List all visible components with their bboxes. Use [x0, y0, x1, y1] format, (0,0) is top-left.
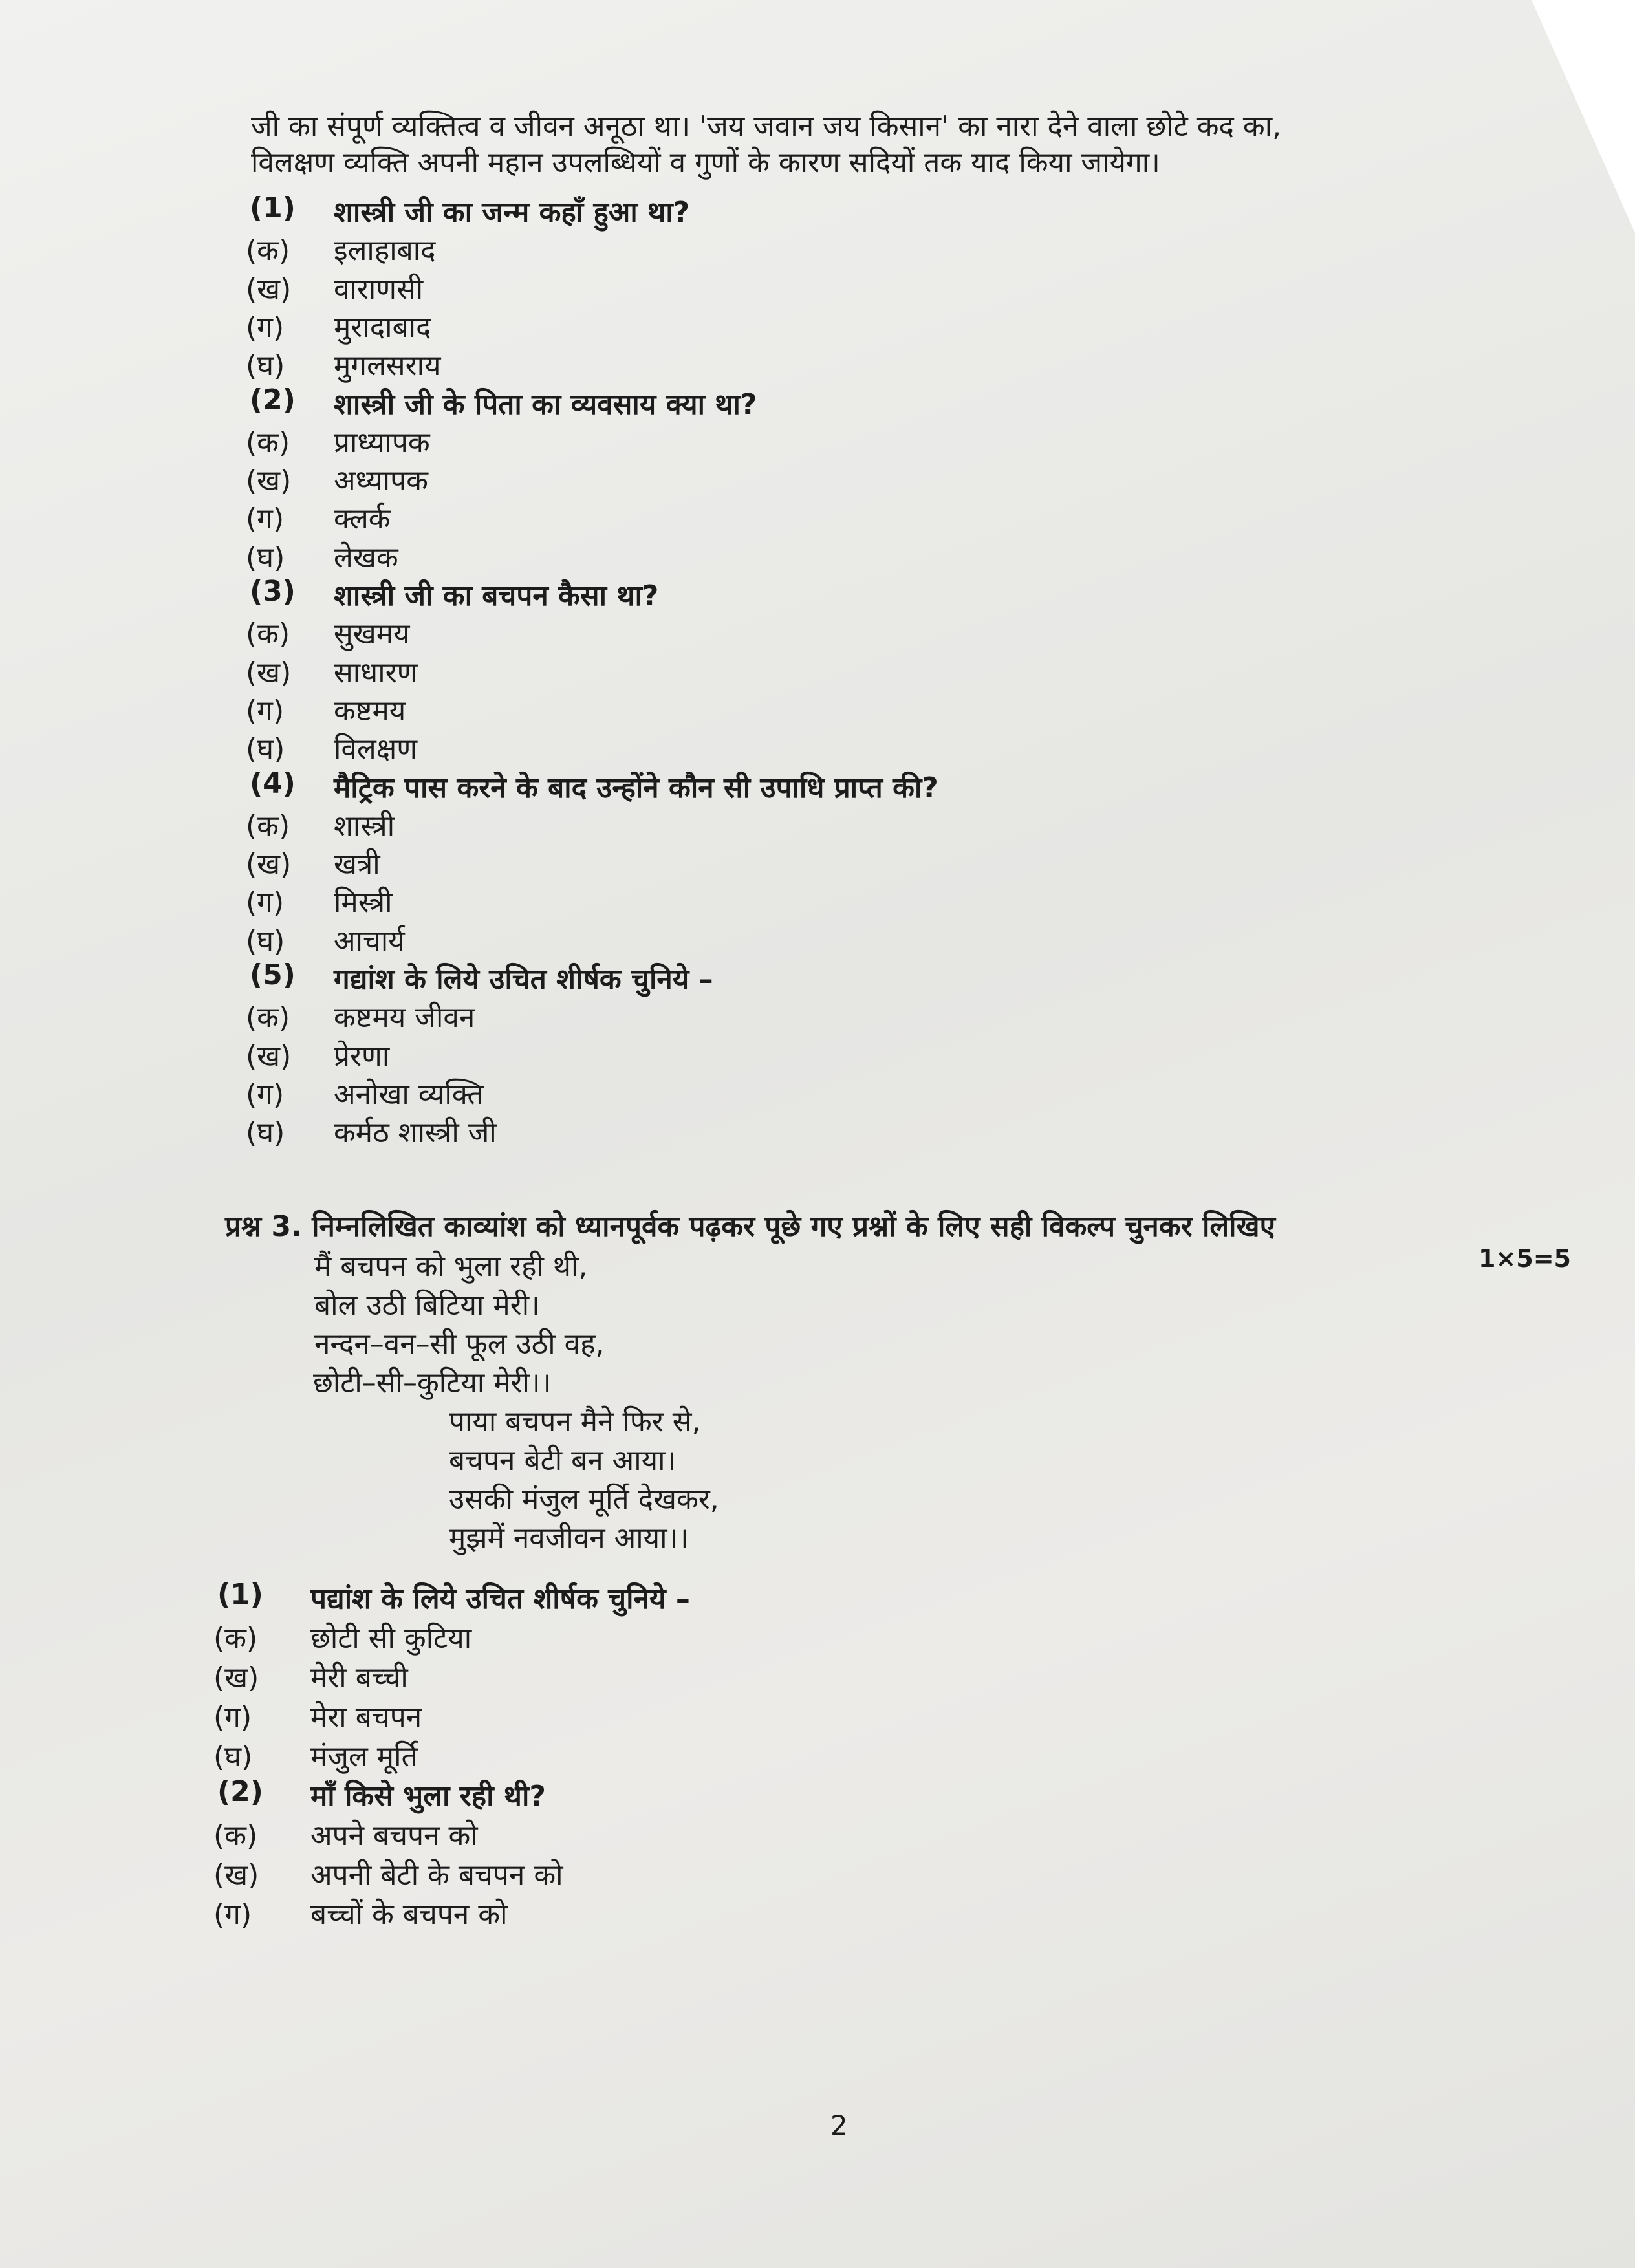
question-text: मैट्रिक पास करने के बाद उन्होंने कौन सी उपाधि प्राप्त की?	[334, 771, 938, 805]
option-text: लेखक	[334, 541, 398, 574]
option-text: कष्टमय	[334, 694, 406, 728]
option-label: (ख)	[246, 656, 292, 689]
option-label: (ख)	[246, 272, 292, 306]
option-text: मुरादाबाद	[334, 310, 431, 344]
option-text: मेरी बच्ची	[310, 1661, 408, 1694]
option-label: (ख)	[213, 1661, 259, 1694]
question-3-heading: प्रश्न 3. निम्नलिखित काव्यांश को ध्यानपूर्वक पढ़कर पूछे गए प्रश्नों के लिए सही विकल्प चुनकर लिखिए	[225, 1210, 1275, 1243]
option-text: मंजुल मूर्ति	[310, 1740, 418, 1773]
option-text: अनोखा व्यक्ति	[334, 1077, 484, 1111]
option-text: क्लर्क	[334, 502, 391, 536]
question-text: शास्त्री जी का जन्म कहाँ हुआ था?	[334, 196, 690, 229]
option-label: (ग)	[246, 1077, 285, 1111]
option-label: (घ)	[213, 1740, 253, 1773]
option-text: शास्त्री	[334, 809, 395, 843]
option-text: प्रेरणा	[334, 1039, 390, 1073]
question-text: शास्त्री जी के पिता का व्यवसाय क्या था?	[334, 387, 757, 421]
option-label: (ख)	[246, 1039, 292, 1073]
question-text: गद्यांश के लिये उचित शीर्षक चुनिये –	[334, 963, 713, 996]
option-text: बच्चों के बचपन को	[310, 1898, 508, 1931]
page-number: 2	[830, 2110, 848, 2141]
option-label: (ग)	[213, 1701, 252, 1734]
option-text: इलाहाबाद	[334, 234, 436, 268]
question-number: (1)	[217, 1578, 263, 1611]
question-number: (1)	[250, 191, 296, 224]
question-text: माँ किसे भुला रही थी?	[310, 1780, 546, 1813]
option-text: खत्री	[334, 848, 380, 881]
option-label: (क)	[246, 618, 290, 651]
poem-line: उसकी मंजुल मूर्ति देखकर,	[449, 1483, 719, 1516]
poem-line: बचपन बेटी बन आया।	[449, 1444, 677, 1477]
option-label: (ग)	[246, 310, 285, 344]
option-text: कष्टमय जीवन	[334, 1001, 475, 1035]
passage-text	[251, 109, 1551, 181]
option-label: (ख)	[213, 1859, 259, 1892]
option-text: साधारण	[334, 656, 418, 689]
passage-line: जी का संपूर्ण व्यक्तित्व व जीवन अनूठा था। 'जय जवान जय किसान' का नारा देने वाला छोटे कद का,	[251, 110, 1282, 143]
option-text: विलक्षण	[334, 733, 418, 766]
option-text: कर्मठ शास्त्री जी	[334, 1116, 497, 1150]
option-text: अपनी बेटी के बचपन को	[310, 1859, 563, 1892]
option-text: वाराणसी	[334, 272, 424, 306]
option-text: अध्यापक	[334, 464, 428, 498]
question-text: पद्यांश के लिये उचित शीर्षक चुनिये –	[310, 1582, 690, 1615]
option-label: (घ)	[246, 733, 285, 766]
option-text: मुगलसराय	[334, 349, 441, 383]
poem-line: पाया बचपन मैने फिर से,	[449, 1405, 701, 1438]
option-text: छोटी सी कुटिया	[310, 1622, 472, 1655]
question-number: (4)	[250, 766, 296, 800]
option-label: (क)	[246, 234, 290, 268]
question-number: (2)	[217, 1775, 263, 1808]
poem-line: बोल उठी बिटिया मेरी।	[314, 1289, 540, 1322]
option-label: (क)	[246, 1001, 290, 1035]
option-label: (क)	[213, 1622, 258, 1655]
option-label: (क)	[213, 1819, 258, 1852]
poem-line: मुझमें नवजीवन आया।।	[449, 1522, 689, 1555]
option-label: (ग)	[246, 502, 285, 536]
option-text: मेरा बचपन	[310, 1701, 422, 1734]
poem-line: मैं बचपन को भुला रही थी,	[314, 1250, 588, 1283]
option-label: (घ)	[246, 924, 285, 958]
option-label: (घ)	[246, 349, 285, 383]
option-label: (ग)	[246, 886, 285, 920]
passage-line: विलक्षण व्यक्ति अपनी महान उपलब्धियों व गुणों के कारण सदियों तक याद किया जायेगा।	[251, 146, 1160, 179]
option-label: (ख)	[246, 464, 292, 498]
marks-label: 1×5=5	[1478, 1244, 1572, 1273]
option-label: (ख)	[246, 848, 292, 881]
option-label: (क)	[246, 426, 290, 459]
question-number: (2)	[250, 383, 296, 416]
question-text: शास्त्री जी का बचपन कैसा था?	[334, 579, 659, 612]
option-label: (क)	[246, 809, 290, 843]
question-number: (3)	[250, 575, 296, 608]
poem-line: छोटी–सी–कुटिया मेरी।।	[313, 1366, 552, 1399]
option-label: (घ)	[246, 541, 285, 574]
option-text: मिस्त्री	[334, 886, 393, 920]
option-text: प्राध्यापक	[334, 426, 430, 459]
option-label: (ग)	[246, 694, 285, 728]
option-text: आचार्य	[334, 924, 405, 958]
option-text: अपने बचपन को	[310, 1819, 478, 1852]
poem-line: नन्दन–वन–सी फूल उठी वह,	[314, 1328, 605, 1361]
option-label: (घ)	[246, 1116, 285, 1150]
question-number: (5)	[250, 958, 296, 991]
option-label: (ग)	[213, 1898, 252, 1931]
option-text: सुखमय	[334, 618, 410, 651]
